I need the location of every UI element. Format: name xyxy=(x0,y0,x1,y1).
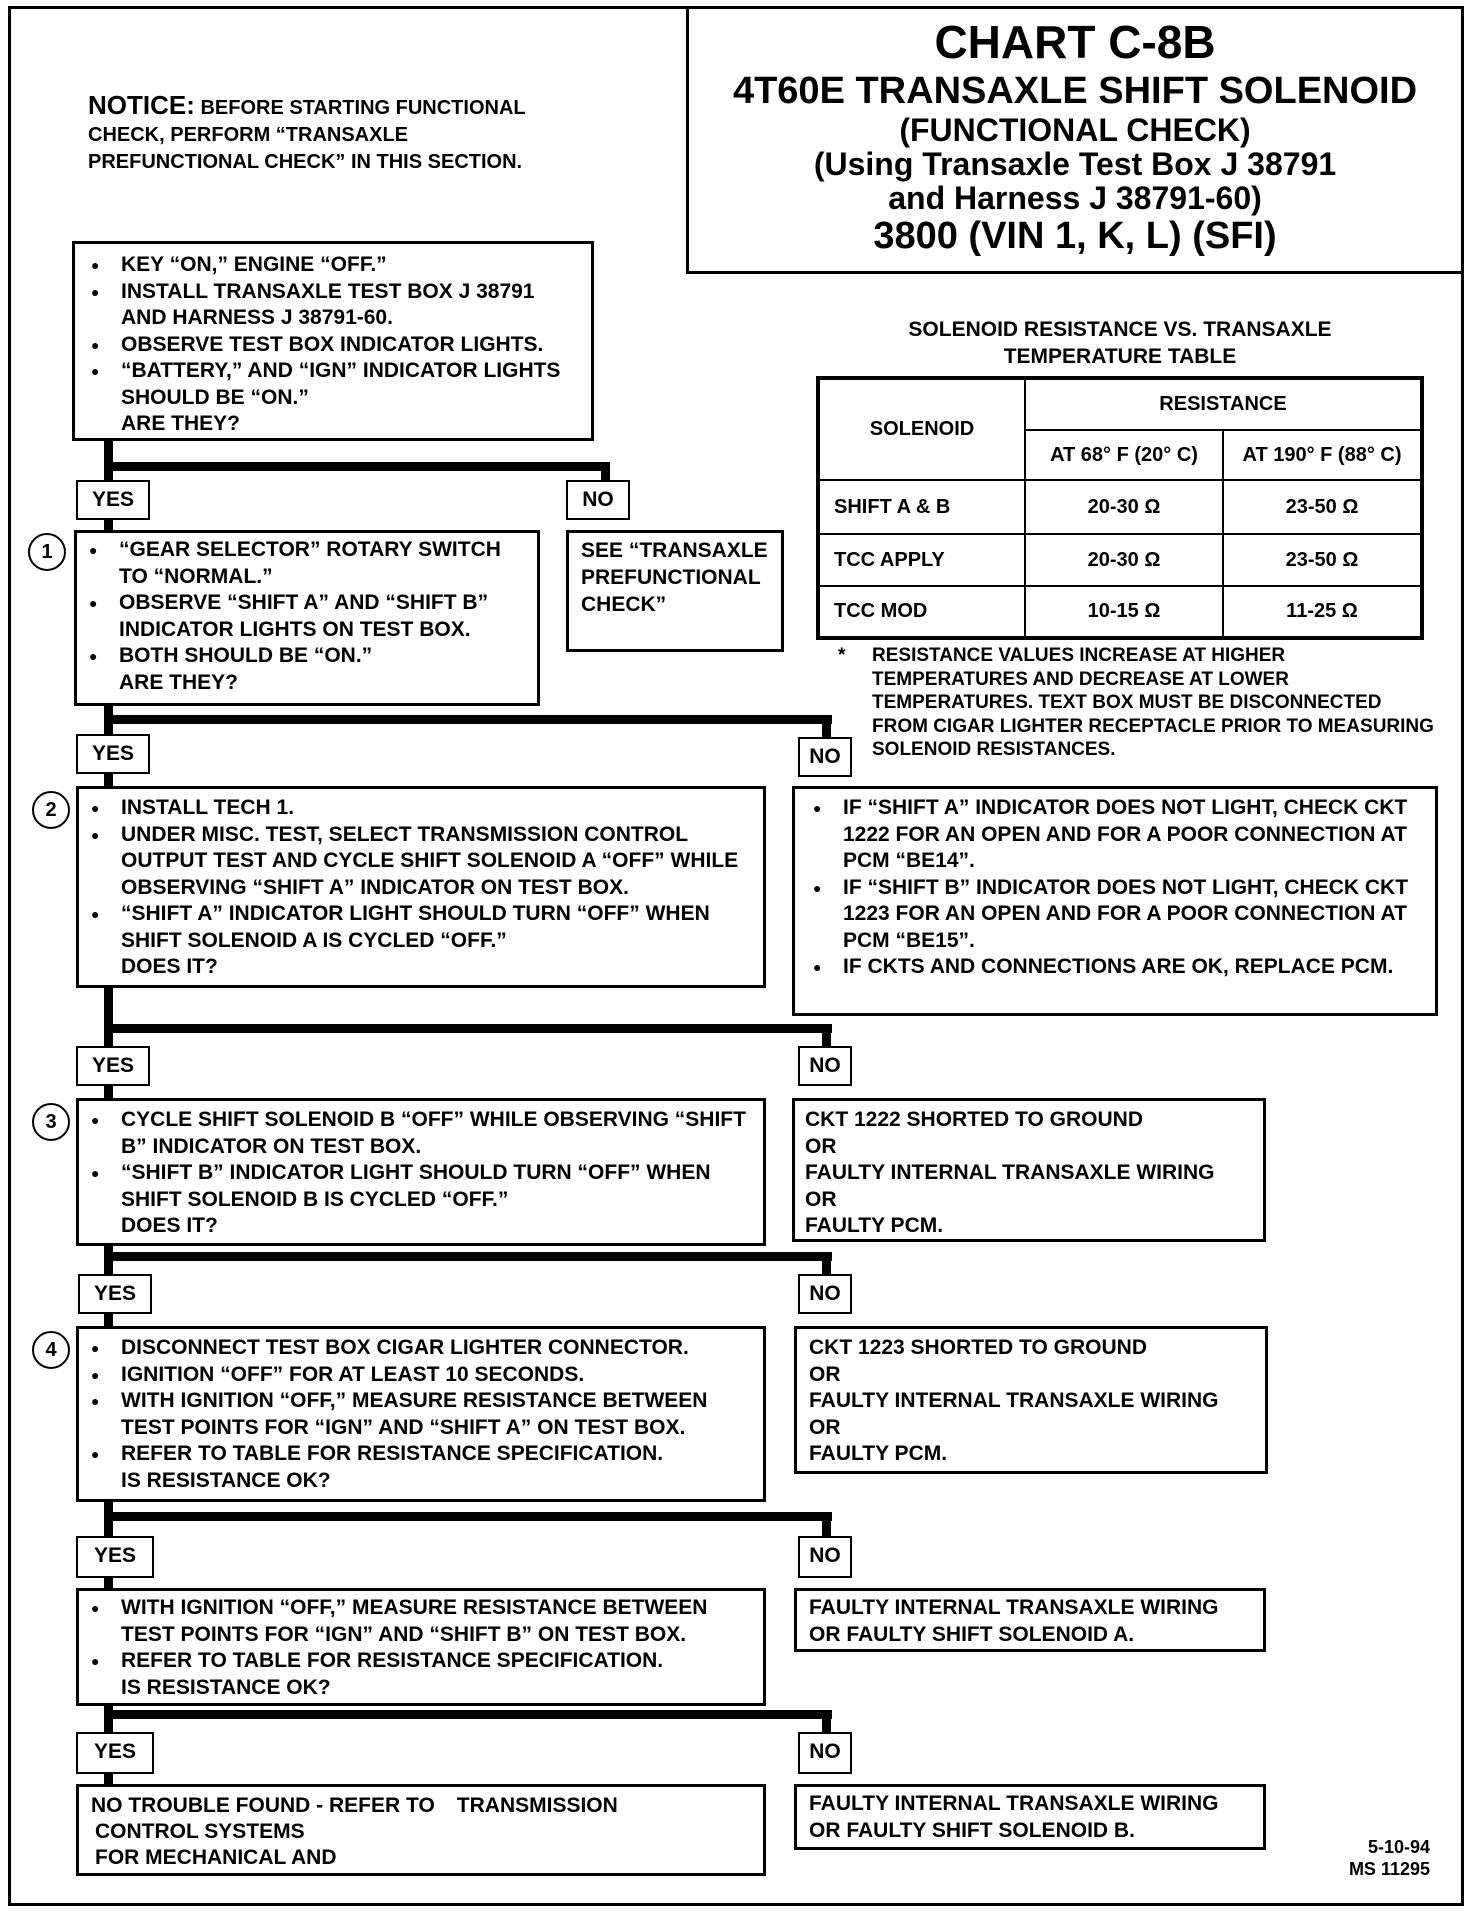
chart-engine: 3800 (VIN 1, K, L) (SFI) xyxy=(873,215,1277,257)
yes-label: YES xyxy=(76,480,150,520)
step-3-question: DOES IT? xyxy=(121,1214,218,1237)
no-action-box-1 xyxy=(792,786,1438,1016)
final-line-1a: NO TROUBLE FOUND - REFER TO xyxy=(91,1794,435,1817)
connector-line xyxy=(104,1246,113,1276)
notice-text xyxy=(88,92,608,176)
connector-line xyxy=(822,1024,831,1048)
no-label: NO xyxy=(566,480,630,520)
no-action-3-line-4: OR xyxy=(809,1415,841,1439)
final-line-3: FOR MECHANICAL AND xyxy=(95,1846,337,1869)
step-2-bullet-3: ● “SHIFT A” INDICATOR LIGHT SHOULD TURN “OFF” WHEN SHIFT SOLENOID A IS CYCLED “OFF.” xyxy=(85,901,757,954)
table-header-68f: AT 68° F (20° C) xyxy=(1025,430,1223,480)
no-label: NO xyxy=(798,1046,852,1086)
step-number-4: 4 xyxy=(32,1331,70,1369)
no-action-5-line-2: OR FAULTY SHIFT SOLENOID B. xyxy=(809,1818,1135,1842)
no-label: NO xyxy=(798,1274,852,1314)
table-cell-68f: 10-15 Ω xyxy=(1025,586,1223,638)
table-cell-68f: 20-30 Ω xyxy=(1025,480,1223,534)
no-action-box-4 xyxy=(794,1588,1266,1652)
table-cell-68f: 20-30 Ω xyxy=(1025,534,1223,586)
start-bullet-3: ● OBSERVE TEST BOX INDICATOR LIGHTS. xyxy=(85,332,583,359)
step-1-question: ARE THEY? xyxy=(119,670,239,694)
notice-line-2: CHECK, PERFORM “TRANSAXLE xyxy=(88,124,409,146)
step-4-question: IS RESISTANCE OK? xyxy=(121,1468,331,1492)
connector-line xyxy=(601,462,610,482)
step-1-bullet-1: ● “GEAR SELECTOR” ROTARY SWITCH TO “NORMAL.” xyxy=(83,537,531,590)
step-4-bullet-2: ● IGNITION “OFF” FOR AT LEAST 10 SECONDS. xyxy=(85,1362,757,1389)
step-1-bullet-2: ● OBSERVE “SHIFT A” AND “SHIFT B” INDICATOR LIGHTS ON TEST BOX. xyxy=(83,590,531,643)
connector-line xyxy=(104,715,832,724)
connector-line xyxy=(104,1024,832,1033)
step-5-bullet-2: ● REFER TO TABLE FOR RESISTANCE SPECIFICATION. xyxy=(85,1648,757,1675)
yes-label: YES xyxy=(76,734,150,774)
see-prefunctional-text: SEE “TRANSAXLE PREFUNCTIONAL CHECK” xyxy=(581,539,768,616)
chart-subtitle-4: and Harness J 38791-60) xyxy=(888,180,1262,216)
step-number-1: 1 xyxy=(28,533,66,571)
table-row xyxy=(818,534,1422,586)
no-action-4-line-1: FAULTY INTERNAL TRANSAXLE WIRING xyxy=(809,1596,1219,1619)
connector-line xyxy=(104,988,113,1048)
table-header-solenoid: SOLENOID xyxy=(818,378,1025,480)
start-question: ARE THEY? xyxy=(121,412,241,435)
connector-line xyxy=(104,1710,832,1719)
no-action-3-line-2: OR xyxy=(809,1362,841,1386)
notice-line-3: PREFUNCTIONAL CHECK” IN THIS SECTION. xyxy=(88,151,523,173)
chart-subtitle-2: (FUNCTIONAL CHECK) xyxy=(899,112,1251,148)
no-action-1-bullet-3: ● IF CKTS AND CONNECTIONS ARE OK, REPLACE PCM. xyxy=(807,954,1429,981)
step-number-2: 2 xyxy=(32,791,70,829)
title-box xyxy=(686,6,1464,274)
table-cell-190f: 23-50 Ω xyxy=(1223,480,1422,534)
connector-line xyxy=(822,715,831,737)
table-cell-solenoid: SHIFT A & B xyxy=(818,480,1025,534)
step-5-box xyxy=(76,1588,766,1706)
table-row xyxy=(818,480,1422,534)
table-cell-190f: 11-25 Ω xyxy=(1223,586,1422,638)
step-4-box xyxy=(76,1326,766,1502)
step-5-question: IS RESISTANCE OK? xyxy=(121,1675,331,1699)
see-prefunctional-box xyxy=(566,530,784,652)
step-2-bullet-2: ● UNDER MISC. TEST, SELECT TRANSMISSION CONTROL OUTPUT TEST AND CYCLE SHIFT SOLENOID A “OFF” WHILE OBSERVING “SHIFT A” INDICATOR ON TEST BOX. xyxy=(85,822,757,902)
no-action-1-bullet-2: ● IF “SHIFT B” INDICATOR DOES NOT LIGHT, CHECK CKT 1223 FOR AN OPEN AND FOR A POOR CONNECTION AT PCM “BE15”. xyxy=(807,875,1429,955)
chart-subtitle-3: (Using Transaxle Test Box J 38791 xyxy=(813,146,1337,182)
no-action-2-line-4: OR xyxy=(805,1187,837,1211)
step-number-3: 3 xyxy=(32,1103,70,1141)
start-bullet-4: ● “BATTERY,” AND “IGN” INDICATOR LIGHTS SHOULD BE “ON.” xyxy=(85,358,583,411)
no-label: NO xyxy=(798,737,852,777)
footnote-star: * xyxy=(838,645,846,666)
table-title xyxy=(830,316,1410,370)
table-header-resistance: RESISTANCE xyxy=(1025,378,1422,430)
no-action-2-line-3: FAULTY INTERNAL TRANSAXLE WIRING xyxy=(805,1161,1215,1184)
no-trouble-found-box xyxy=(76,1784,766,1876)
step-2-question: DOES IT? xyxy=(121,955,218,978)
no-action-2-line-2: OR xyxy=(805,1134,837,1158)
no-action-box-3 xyxy=(794,1326,1268,1474)
step-4-bullet-1: ● DISCONNECT TEST BOX CIGAR LIGHTER CONNECTOR. xyxy=(85,1335,757,1362)
no-action-3-line-3: FAULTY INTERNAL TRANSAXLE WIRING xyxy=(809,1389,1219,1412)
step-1-bullet-3: ● BOTH SHOULD BE “ON.” xyxy=(83,643,531,670)
table-title-line-1: SOLENOID RESISTANCE VS. TRANSAXLE xyxy=(908,318,1332,341)
yes-label: YES xyxy=(76,1536,154,1578)
connector-line xyxy=(822,1252,831,1276)
step-1-box xyxy=(74,530,540,706)
start-bullet-2: ● INSTALL TRANSAXLE TEST BOX J 38791 AND HARNESS J 38791-60. xyxy=(85,279,583,332)
footer-date: 5-10-94 xyxy=(1367,1837,1430,1857)
step-2-box xyxy=(76,786,766,988)
yes-label: YES xyxy=(76,1046,150,1086)
table-cell-solenoid: TCC MOD xyxy=(818,586,1025,638)
step-5-bullet-1: ● WITH IGNITION “OFF,” MEASURE RESISTANCE BETWEEN TEST POINTS FOR “IGN” AND “SHIFT B” ON TEST BOX. xyxy=(85,1595,757,1648)
connector-line xyxy=(104,1512,832,1521)
no-action-4-line-2: OR FAULTY SHIFT SOLENOID A. xyxy=(809,1622,1135,1646)
yes-label: YES xyxy=(76,1732,154,1774)
table-header-190f: AT 190° F (88° C) xyxy=(1223,430,1422,480)
table-footnote xyxy=(830,644,1440,762)
step-3-bullet-1: ● CYCLE SHIFT SOLENOID B “OFF” WHILE OBSERVING “SHIFT B” INDICATOR ON TEST BOX. xyxy=(85,1107,757,1160)
connector-line xyxy=(104,462,610,471)
resistance-table xyxy=(816,376,1424,640)
step-3-bullet-2: ● “SHIFT B” INDICATOR LIGHT SHOULD TURN “OFF” WHEN SHIFT SOLENOID B IS CYCLED “OFF.” xyxy=(85,1160,757,1213)
connector-line xyxy=(104,1252,832,1261)
footnote-text: RESISTANCE VALUES INCREASE AT HIGHER TEMPERATURES AND DECREASE AT LOWER TEMPERATURES. TEXT BOX MUST BE DISCONNECTED FROM CIGAR LIGHTER RECEPTACLE PRIOR TO MEASURING SOLENOID RESISTANCES. xyxy=(872,645,1434,760)
connector-line xyxy=(104,441,113,481)
yes-label: YES xyxy=(78,1274,152,1314)
start-check-box xyxy=(72,241,594,441)
notice-line-1: BEFORE STARTING FUNCTIONAL xyxy=(200,97,526,119)
no-action-box-5 xyxy=(794,1784,1266,1850)
table-row xyxy=(818,586,1422,638)
final-line-1b: TRANSMISSION xyxy=(456,1794,618,1817)
table-title-line-2: TEMPERATURE TABLE xyxy=(1003,345,1237,368)
footer-code: MS 11295 xyxy=(1348,1859,1430,1879)
no-action-5-line-1: FAULTY INTERNAL TRANSAXLE WIRING xyxy=(809,1792,1219,1815)
chart-title: CHART C-8B xyxy=(934,16,1216,68)
connector-line xyxy=(822,1710,831,1734)
step-2-bullet-1: ● INSTALL TECH 1. xyxy=(85,795,757,822)
connector-line xyxy=(822,1512,831,1538)
step-4-bullet-3: ● WITH IGNITION “OFF,” MEASURE RESISTANCE BETWEEN TEST POINTS FOR “IGN” AND “SHIFT A” ON TEST BOX. xyxy=(85,1388,757,1441)
no-label: NO xyxy=(798,1536,852,1578)
step-4-bullet-4: ● REFER TO TABLE FOR RESISTANCE SPECIFICATION. xyxy=(85,1441,757,1468)
no-action-3-line-5: FAULTY PCM. xyxy=(809,1442,948,1465)
step-3-box xyxy=(76,1098,766,1246)
chart-subtitle: 4T60E TRANSAXLE SHIFT SOLENOID xyxy=(732,70,1418,112)
table-cell-solenoid: TCC APPLY xyxy=(818,534,1025,586)
no-action-2-line-5: FAULTY PCM. xyxy=(805,1214,944,1237)
notice-label: NOTICE: xyxy=(88,90,195,120)
no-action-box-2 xyxy=(792,1098,1266,1242)
start-bullet-1: ● KEY “ON,” ENGINE “OFF.” xyxy=(85,252,583,279)
no-action-3-line-1: CKT 1223 SHORTED TO GROUND xyxy=(809,1336,1147,1359)
footer xyxy=(1300,1836,1430,1880)
no-action-2-line-1: CKT 1222 SHORTED TO GROUND xyxy=(805,1108,1143,1131)
final-line-2: CONTROL SYSTEMS xyxy=(95,1820,305,1843)
no-action-1-bullet-1: ● IF “SHIFT A” INDICATOR DOES NOT LIGHT, CHECK CKT 1222 FOR AN OPEN AND FOR A POOR CONNECTION AT PCM “BE14”. xyxy=(807,795,1429,875)
no-label: NO xyxy=(798,1732,852,1774)
table-cell-190f: 23-50 Ω xyxy=(1223,534,1422,586)
